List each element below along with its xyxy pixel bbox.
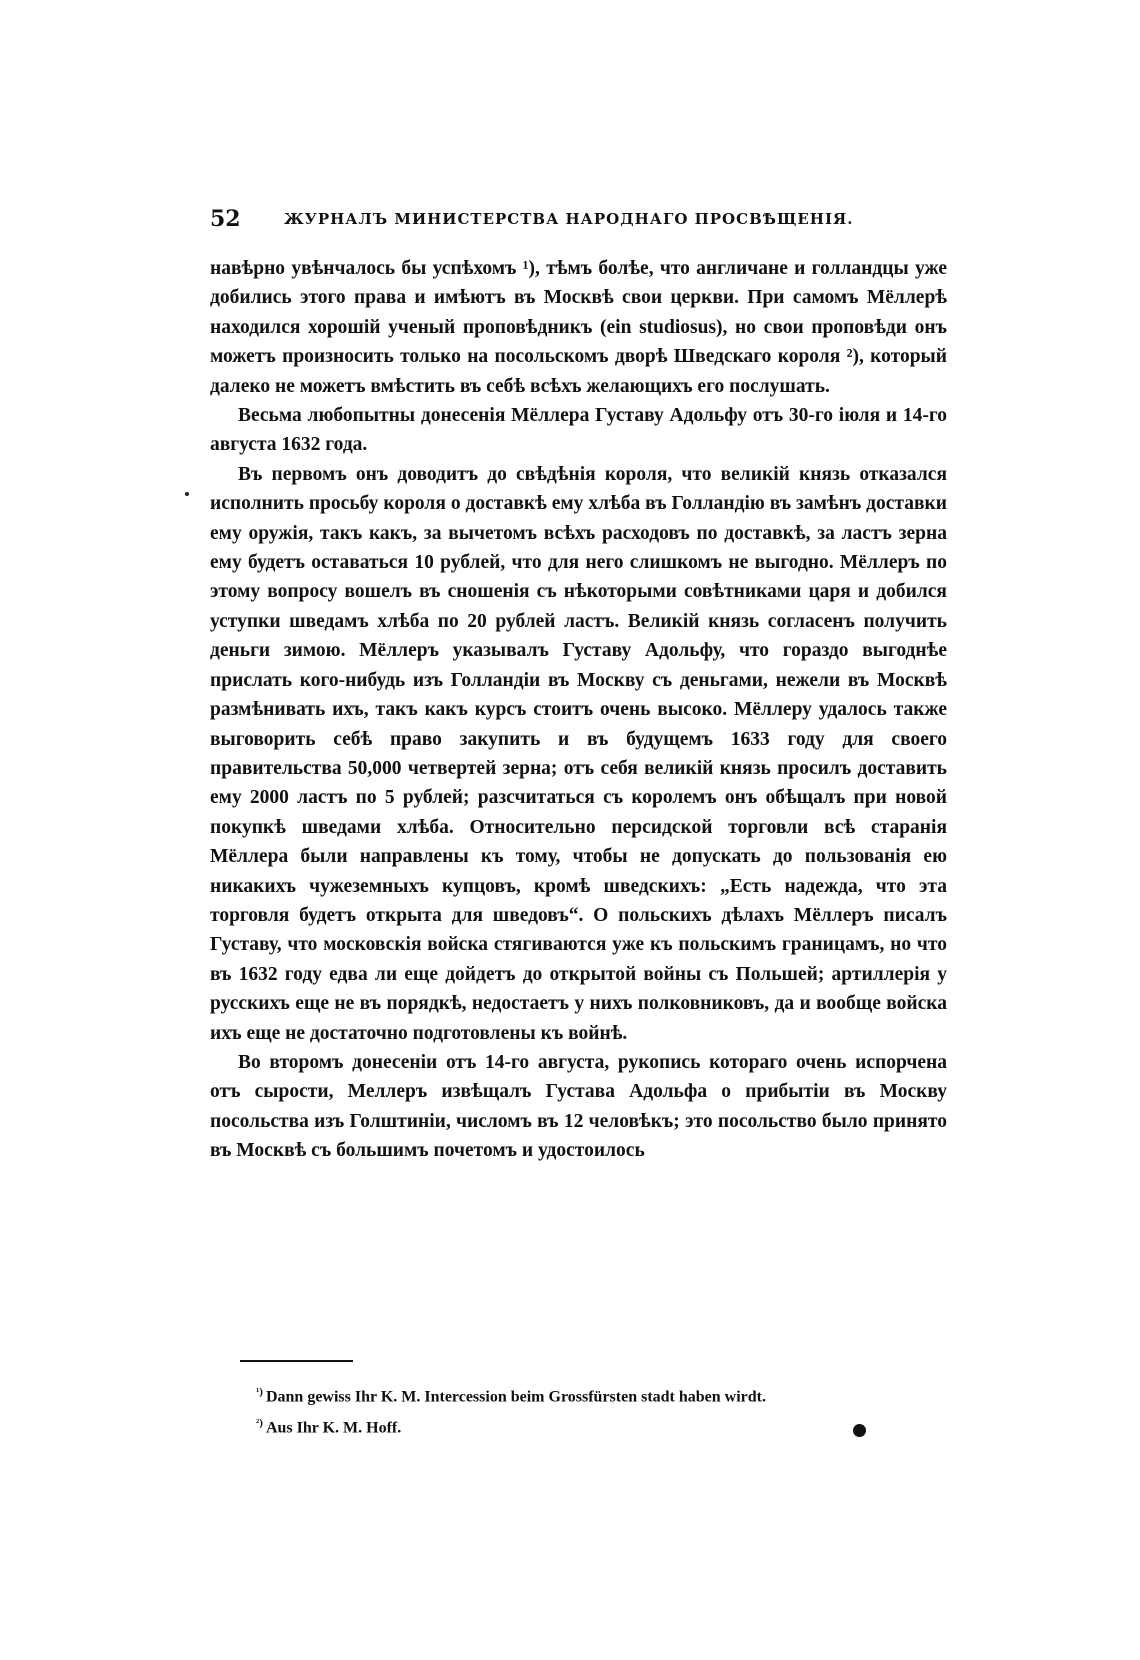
footnote-2-number: ²) — [256, 1417, 263, 1430]
paragraph-second-report: Во второмъ донесеніи отъ 14-го августа, рукопись котораго очень испорчена отъ сырости, Меллеръ извѣщалъ Густава Адольфа о прибытіи въ Москву посольства изъ Голштиніи, числомъ въ 12 человѣкъ; это посольство было принято въ Москвѣ съ большимъ почетомъ и удостоилось — [210, 1051, 947, 1162]
footnote-1-text: Dann gewiss Ihr K. M. Intercession beim Grossfürsten stadt haben wirdt. — [265, 1388, 766, 1406]
footnotes — [256, 1379, 936, 1442]
body-text — [210, 254, 947, 1166]
paragraph-first-report: Въ первомъ онъ доводитъ до свѣдѣнія короля, что великій князь отказался исполнить просьбу короля о доставкѣ ему хлѣба въ Голландію въ замѣнъ доставки ему оружія, такъ какъ, за вычетомъ всѣхъ расходовъ по доставкѣ, за ластъ зерна ему будетъ оставаться 10 рублей, что для него слишкомъ не выгодно. Мёллеръ по этому вопросу вошелъ въ сношенія съ нѣкоторыми совѣтниками царя и добился уступки шведамъ хлѣба по 20 рублей ластъ. Великій князь согласенъ получить деньги зимою. Мёллеръ указывалъ Густаву Адольфу, что гораздо выгоднѣе прислать кого-нибудь изъ Голландіи въ Москву съ деньгами, нежели въ Москвѣ размѣнивать ихъ, такъ какъ курсъ стоитъ очень высоко. Мёллеру удалось также выговорить себѣ право закупить и въ будущемъ 1633 году для своего правительства 50,000 четвертей зерна; отъ себя великій князь просилъ доставить ему 2000 ластъ по 5 рублей; разсчитаться съ королемъ онъ обѣщалъ при новой покупкѣ шведами хлѣба. Относительно персидской торговли всѣ старанія Мёллера были направлены къ тому, чтобы не допускать до пользованія ею никакихъ чужеземныхъ купцовъ, кромѣ шведскихъ: „Есть надежда, что эта торговля будетъ открыта для шведовъ“. О польскихъ дѣлахъ Мёллеръ писалъ Густаву, что московскія войска стягиваются уже къ польскимъ границамъ, но что въ 1632 году едва ли еще дойдетъ до открытой войны съ Польшей; артиллерія у русскихъ еще не въ порядкѣ, недостаетъ у нихъ полковниковъ, да и вообще войска ихъ еще не достаточно подготовлены къ войнѣ. — [210, 463, 947, 1044]
footnote-1-number: ¹) — [256, 1386, 263, 1398]
footnote-separator — [240, 1360, 353, 1362]
footnote-1 — [256, 1379, 936, 1410]
paragraph-reports-intro: Весьма любопытны донесенія Мёллера Густаву Адольфу отъ 30-го іюля и 14-го августа 1632 года. — [210, 405, 947, 456]
page-number: 52 — [210, 206, 241, 232]
running-title: ЖУРНАЛЪ МИНИСТЕРСТВА НАРОДНАГО ПРОСВѢЩЕНІЯ. — [284, 210, 854, 228]
paragraph-continuation: навѣрно увѣнчалось бы успѣхомъ ¹), тѣмъ болѣе, что англичане и голландцы уже добились этого права и имѣютъ въ Москвѣ свои церкви. При самомъ Мёллерѣ находился хорошій ученый проповѣдникъ (ein studiosus), но свои проповѣди онъ можетъ произносить только на посольскомъ дворѣ Шведскаго короля ²), который далеко не можетъ вмѣстить въ себѣ всѣхъ желающихъ его послушать. — [210, 258, 947, 397]
footnote-2 — [256, 1410, 936, 1441]
page-header — [210, 206, 854, 232]
ink-spot-mark — [853, 1424, 866, 1437]
margin-dot-mark — [185, 492, 189, 496]
footnote-2-text: Aus Ihr K. M. Hoff. — [265, 1419, 402, 1437]
